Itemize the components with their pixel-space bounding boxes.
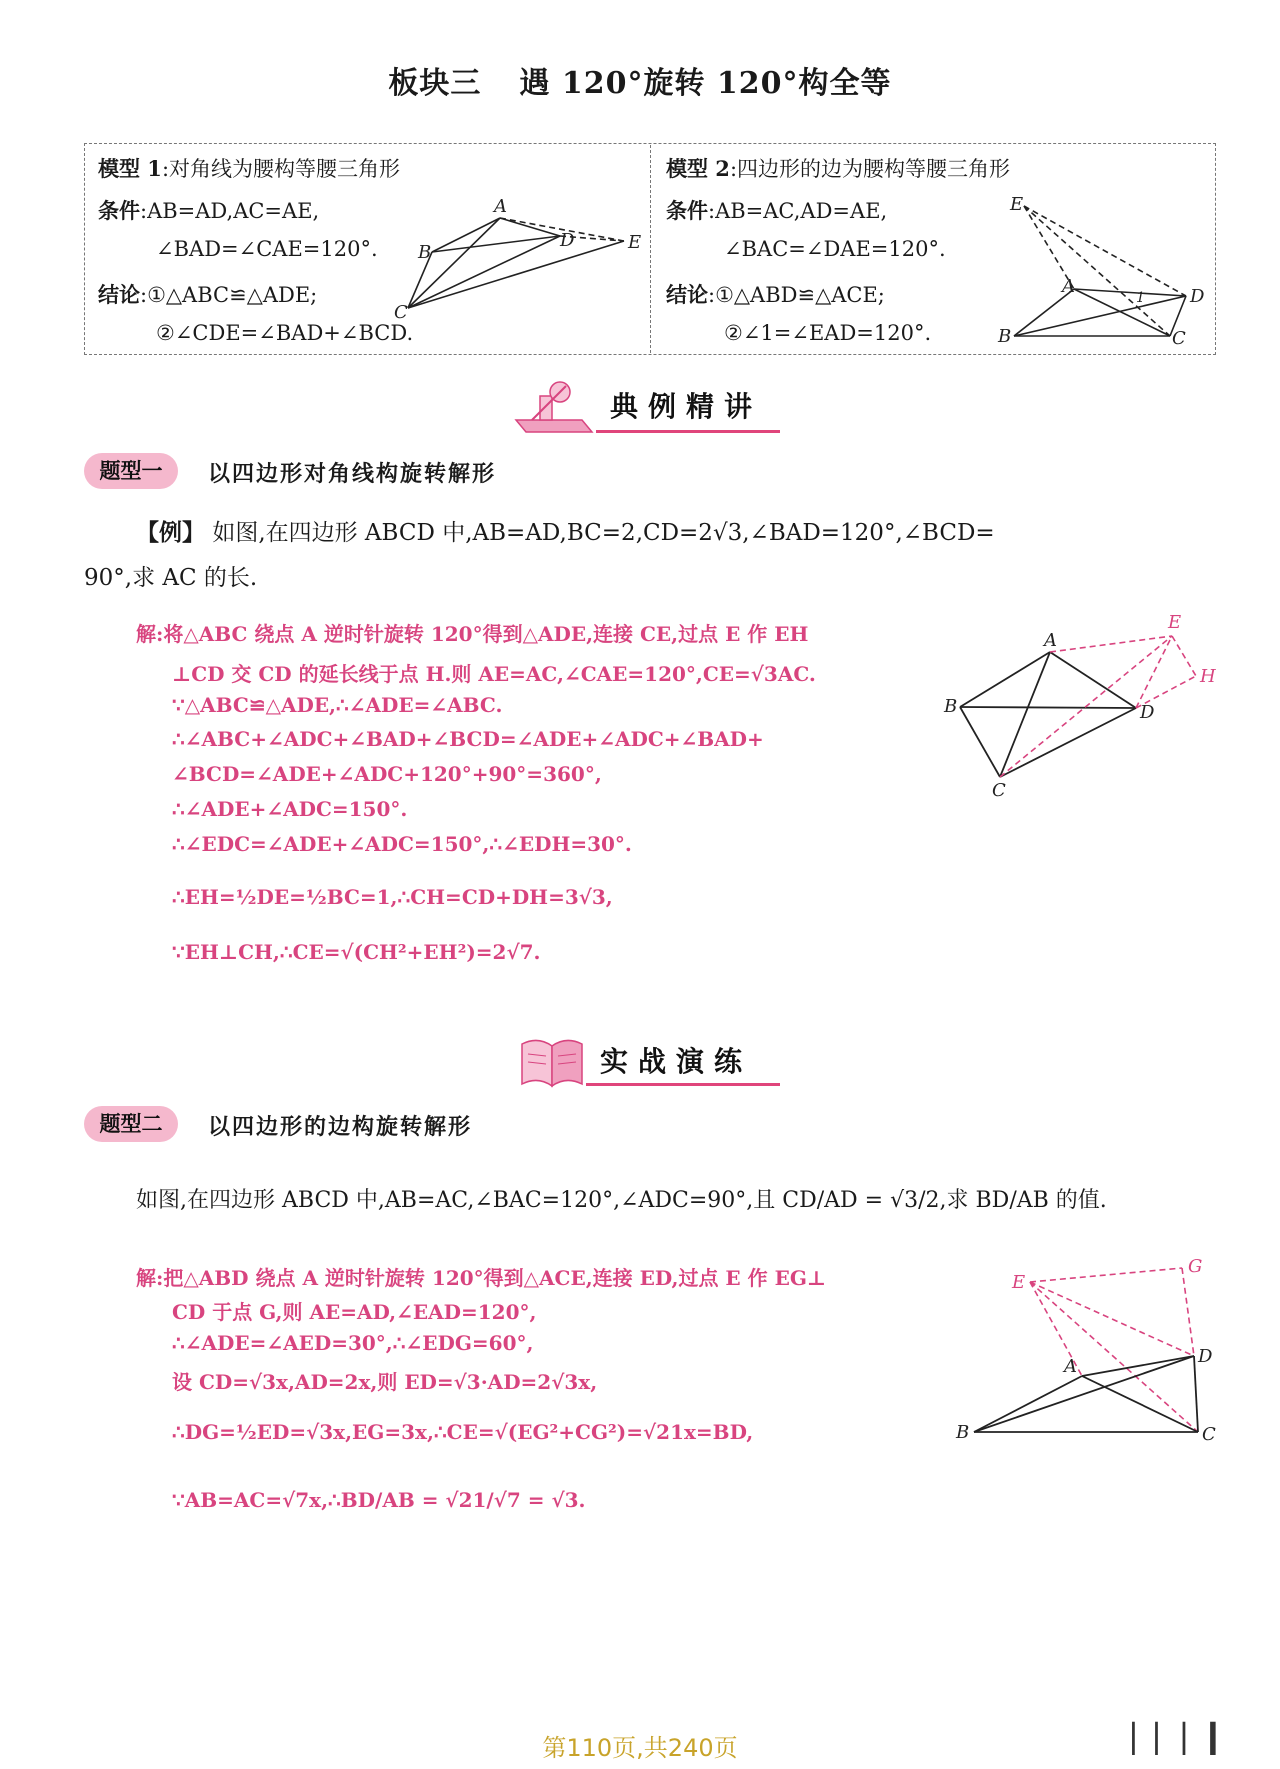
solution2-line6: ∵AB=AC=√7x,∴BD/AB = √21/√7 = √3. [172, 1488, 586, 1512]
model2-cond2: ∠BAC=∠DAE=120°. [724, 237, 946, 261]
problem2-text: 如图,在四边形 ABCD 中,AB=AC,∠BAC=120°,∠ADC=90°,且 CD/AD = √3/2,求 BD/AB 的值. [136, 1188, 1107, 1213]
example-line1: 【例】 如图,在四边形 ABCD 中,AB=AD,BC=2,CD=2√3,∠BAD=120°,∠BCD= [136, 519, 995, 546]
solution1-line3: ∵△ABC≌△ADE,∴∠ADE=∠ABC. [172, 693, 503, 717]
f2-seg-AD [1082, 1356, 1194, 1376]
m2-label-1: 1 [1136, 290, 1145, 306]
f1-label-E: E [1168, 612, 1182, 633]
solution1-line5: ∠BCD=∠ADE+∠ADC+120°+90°=360°, [172, 762, 602, 786]
model1-cond2: ∠BAD=∠CAE=120°. [156, 237, 378, 261]
type1-text: 以四边形对角线构旋转解形 [208, 462, 497, 487]
f2-label-B: B [956, 1422, 970, 1443]
type2-tag: 题型二 [84, 1106, 178, 1142]
solution1-line6: ∴∠ADE+∠ADC=150°. [172, 797, 408, 821]
m1-label-E: E [628, 232, 642, 253]
scroll-marks-icon: ▕ ▏▏▎ [1112, 1722, 1238, 1755]
m2-label-C: C [1172, 328, 1186, 349]
title-part2: 遇 120°旋转 120°构全等 [519, 66, 892, 101]
f1-seg-BC [960, 707, 1000, 777]
example-line2: 90°,求 AC 的长. [84, 565, 258, 591]
f1-seg-AB [960, 652, 1050, 707]
f1-seg-EH [1172, 636, 1196, 676]
f1-seg-CE [1000, 636, 1172, 777]
solution2-line1: 解:把△ABD 绕点 A 逆时针旋转 120°得到△ACE,连接 ED,过点 E 作 EG⊥ [136, 1266, 827, 1290]
page-indicator: 第110页,共240页 [542, 1734, 738, 1762]
m1-label-B: B [418, 242, 432, 263]
model2-concl1: 结论:①△ABD≌△ACE; [666, 282, 885, 307]
f2-label-C: C [1202, 1424, 1216, 1445]
model1-concl1: 结论:①△ABC≌△ADE; [98, 282, 318, 307]
title-part1: 板块三 [388, 66, 482, 101]
solution1-line9: ∵EH⊥CH,∴CE=√(CH²+EH²)=2√7. [172, 940, 541, 964]
m2-label-D: D [1190, 286, 1205, 307]
f1-label-H: H [1200, 666, 1216, 687]
f2-label-G: G [1188, 1256, 1203, 1277]
f1-seg-BD [960, 707, 1136, 708]
solution1-line4: ∴∠ABC+∠ADC+∠BAD+∠BCD=∠ADE+∠ADC+∠BAD+ [172, 727, 764, 751]
f1-seg-DE [1136, 636, 1172, 708]
f2-seg-AB [974, 1376, 1082, 1432]
m2-label-E: E [1010, 194, 1024, 215]
type2-text: 以四边形的边构旋转解形 [208, 1115, 473, 1140]
model1-heading: 模型 1:对角线为腰构等腰三角形 [98, 156, 401, 181]
f1-seg-AC [1000, 652, 1050, 777]
f1-label-B: B [944, 696, 958, 717]
model2-cond1: 条件:AB=AC,AD=AE, [666, 198, 888, 223]
m2-label-B: B [998, 326, 1012, 347]
f1-seg-AE [1050, 636, 1172, 652]
f2-label-A: A [1064, 1356, 1077, 1377]
solution1-line8: ∴EH=½DE=½BC=1,∴CH=CD+DH=3√3, [172, 885, 613, 909]
f1-label-C: C [992, 780, 1006, 801]
f2-label-D: D [1198, 1346, 1213, 1367]
f1-seg-AD [1050, 652, 1136, 708]
m1-label-A: A [494, 196, 507, 217]
f2-seg-BD [974, 1356, 1194, 1432]
section-underline-examples [596, 430, 780, 433]
microscope-icon [512, 376, 596, 438]
f1-seg-DH [1136, 676, 1196, 708]
f2-seg-ED [1030, 1282, 1194, 1356]
f2-seg-EG [1030, 1268, 1182, 1282]
m1-label-C: C [394, 302, 408, 323]
solution2-line3: ∴∠ADE=∠AED=30°,∴∠EDG=60°, [172, 1331, 534, 1355]
f2-seg-EC [1030, 1282, 1198, 1432]
section-title-practice: 实战演练 [600, 1045, 753, 1078]
model1-concl2: ②∠CDE=∠BAD+∠BCD. [156, 321, 414, 345]
f2-seg-CD [1194, 1356, 1198, 1432]
solution1-line7: ∴∠EDC=∠ADE+∠ADC=150°,∴∠EDH=30°. [172, 832, 632, 856]
model1-cond1: 条件:AB=AD,AC=AE, [98, 198, 320, 223]
f2-seg-GD [1182, 1268, 1194, 1356]
f1-label-D: D [1140, 702, 1155, 723]
solution2-line2: CD 于点 G,则 AE=AD,∠EAD=120°, [172, 1300, 537, 1324]
book-icon [518, 1032, 586, 1090]
page-title [0, 58, 1280, 102]
type1-tag: 题型一 [84, 453, 178, 489]
m1-label-D: D [560, 230, 575, 251]
solution2-line5: ∴DG=½ED=√3x,EG=3x,∴CE=√(EG²+CG²)=√21x=BD, [172, 1420, 754, 1444]
m2-label-A: A [1062, 276, 1075, 297]
f2-seg-AC [1082, 1376, 1198, 1432]
f2-label-E: E [1012, 1272, 1026, 1293]
model2-heading: 模型 2:四边形的边为腰构等腰三角形 [666, 156, 1011, 181]
solution1-line1: 解:将△ABC 绕点 A 逆时针旋转 120°得到△ADE,连接 CE,过点 E 作 EH [136, 622, 809, 646]
f1-seg-CD [1000, 708, 1136, 777]
solution1-line2: ⊥CD 交 CD 的延长线于点 H.则 AE=AC,∠CAE=120°,CE=√3AC. [172, 662, 816, 686]
section-title-examples: 典例精讲 [610, 390, 763, 423]
f1-label-A: A [1044, 630, 1057, 651]
solution2-line4: 设 CD=√3x,AD=2x,则 ED=√3·AD=2√3x, [172, 1370, 598, 1394]
section-underline-practice [586, 1083, 780, 1086]
f2-seg-EA [1030, 1282, 1082, 1376]
model2-concl2: ②∠1=∠EAD=120°. [724, 321, 932, 345]
model-divider [650, 145, 651, 353]
